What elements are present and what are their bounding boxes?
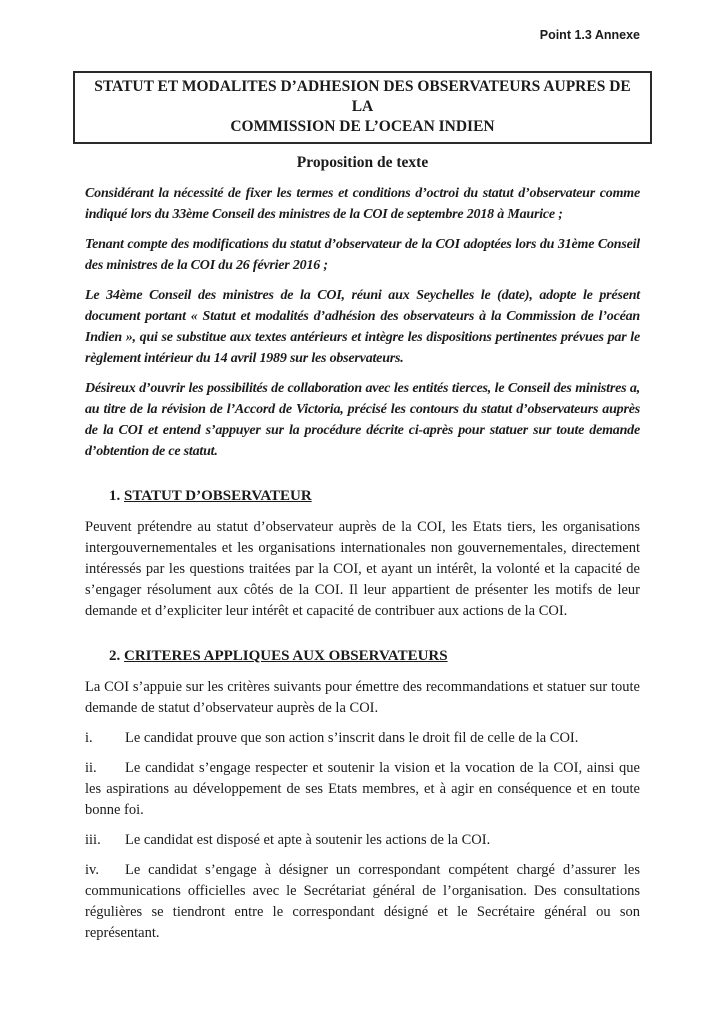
criterion-item-2	[85, 758, 640, 821]
preamble-paragraph-1: Considérant la nécessité de fixer les termes et conditions d’octroi du statut d’observateur comme indiqué lors du 33ème Conseil des ministres de la COI de septembre 2018 à Maurice ;	[85, 186, 640, 222]
criterion-3-number: iii.	[85, 832, 101, 848]
criterion-2-text: Le candidat s’engage respecter et soutenir la vision et la vocation de la COI, ainsi que les aspirations au développement de ses Etats membres, et à agir en conséquence et en toute bonne foi.	[85, 760, 640, 818]
preamble-paragraph-2: Tenant compte des modifications du statut d’observateur de la COI adoptées lors du 31ème Conseil des ministres de la COI du 26 février 2016 ;	[85, 237, 640, 273]
title-box	[73, 71, 652, 144]
subtitle: Proposition de texte	[296, 154, 429, 171]
section-2-intro: La COI s’appuie sur les critères suivants pour émettre des recommandations et statuer sur toute demande de statut d’observateur auprès de la COI.	[85, 679, 640, 716]
header-annotation: Point 1.3 Annexe	[539, 28, 640, 42]
title-line-2: COMMISSION DE L’OCEAN INDIEN	[230, 118, 495, 135]
criterion-1-text: Le candidat prouve que son action s’inscrit dans le droit fil de celle de la COI.	[125, 730, 579, 746]
criterion-4-number: iv.	[85, 862, 99, 878]
title-line-1: STATUT ET MODALITES D’ADHESION DES OBSERVATEURS AUPRES DE LA	[94, 78, 631, 115]
section-2-title: CRITERES APPLIQUES AUX OBSERVATEURS	[124, 648, 448, 664]
criterion-1-number: i.	[85, 730, 93, 746]
criterion-item-3	[85, 830, 640, 851]
preamble-paragraph-3: Le 34ème Conseil des ministres de la COI, réuni aux Seychelles le (date), adopte le présent document portant « Statut et modalités d’adhésion des observateurs à la Commission de l’océan Indien », qui se substitue aux textes antérieurs et intègre les dispositions pertinentes prévues par le règlement intérieur du 14 avril 1989 sur les observateurs.	[85, 288, 640, 366]
criterion-item-4	[85, 860, 640, 944]
section-2-heading	[85, 646, 640, 666]
preamble-paragraph-4: Désireux d’ouvrir les possibilités de collaboration avec les entités tierces, le Conseil des ministres a, au titre de la révision de l’Accord de Victoria, précisé les contours du statut d’observateurs auprès de la COI et entend s’appuyer sur la procédure décrite ci-après pour statuer sur toute demande d’obtention de ce statut.	[85, 381, 640, 459]
criterion-4-text: Le candidat s’engage à désigner un correspondant compétent chargé d’assurer les communications officielles avec le Secrétariat général de l’organisation. Des consultations régulières se tiendront entre le correspondant désigné et le Secrétaire général ou son représentant.	[85, 862, 640, 941]
section-2-number: 2.	[109, 648, 121, 664]
section-1-title: STATUT D’OBSERVATEUR	[124, 488, 312, 504]
criterion-2-number: ii.	[85, 760, 97, 776]
section-1-body: Peuvent prétendre au statut d’observateur auprès de la COI, les Etats tiers, les organisations intergouvernementales et les organisations internationales non gouvernementales, directement intéressés par les questions traitées par la COI, et ayant un intérêt, la volonté et la capacité de s’engager résolument aux côtés de la COI. Il leur appartient de présenter les motifs de leur demande et d’expliciter leur intérêt et capacité de contribuer aux actions de la COI.	[85, 519, 640, 619]
criterion-3-text: Le candidat est disposé et apte à soutenir les actions de la COI.	[125, 832, 491, 848]
section-1-heading	[85, 486, 640, 506]
section-1-number: 1.	[109, 488, 121, 504]
criterion-item-1	[85, 728, 640, 749]
